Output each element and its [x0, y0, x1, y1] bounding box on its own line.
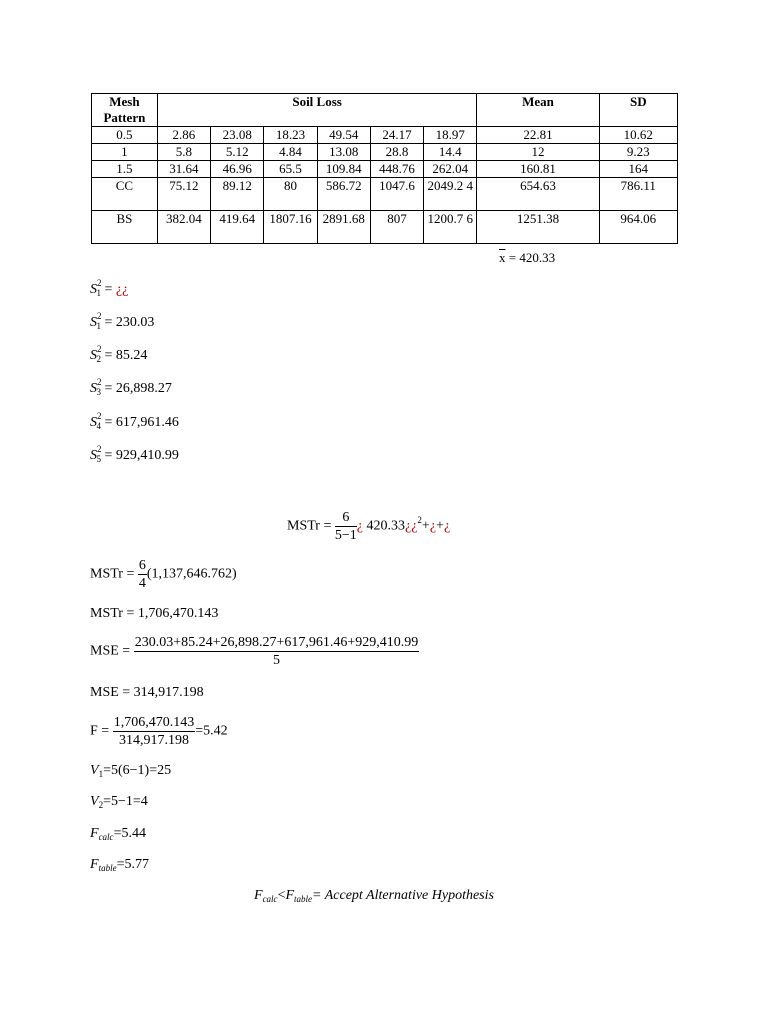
mse-result: MSE = 314,917.198	[90, 685, 204, 700]
subscript: 2	[96, 354, 101, 364]
variance-value: = 617,961.46	[101, 415, 179, 430]
f-result: =5.42	[195, 723, 228, 739]
f-symbol: F	[90, 826, 99, 841]
fraction-denominator: 314,917.198	[118, 733, 189, 748]
variance-line	[90, 444, 179, 464]
plus-sign: +	[421, 518, 430, 534]
mstr-result: MSTr = 1,706,470.143	[90, 606, 219, 621]
garbled-text: ¿¿	[115, 282, 129, 297]
conclusion-line	[254, 888, 494, 904]
f-label: F =	[90, 723, 113, 739]
garbled-text: ¿	[356, 518, 363, 534]
mse-formula	[90, 634, 419, 669]
mean-cell: 160.81	[477, 161, 599, 178]
mstr-step-fraction	[138, 557, 147, 592]
mse-fraction	[134, 634, 420, 669]
mesh-pattern-cell: 0.5	[92, 127, 158, 144]
soil-loss-cell: 24.17	[370, 127, 423, 144]
soil-loss-cell: 5.12	[211, 144, 264, 161]
v1-line: $V_1=5(6-1)=25$	[90, 763, 172, 779]
variance-value: = 230.03	[101, 315, 155, 330]
variance-line	[90, 311, 155, 331]
soil-loss-cell: 262.04	[424, 161, 477, 178]
fraction-numerator: 6	[138, 558, 146, 573]
header-soil-loss: Soil Loss	[157, 94, 477, 127]
f-symbol: F	[285, 888, 295, 903]
soil-loss-cell: 80	[264, 178, 317, 211]
x-bar-symbol: $\overline{x}$	[499, 250, 506, 265]
mean-cell: 22.81	[477, 127, 599, 144]
mstr-step-value: 1,137,646.762	[151, 566, 233, 582]
v1-text: =5	[103, 763, 118, 778]
sd-cell: 9.23	[599, 144, 677, 161]
header-sd: SD	[599, 94, 677, 127]
mesh-pattern-cell: 1	[92, 144, 158, 161]
garbled-text: ¿¿	[404, 518, 418, 534]
conclusion-text: = Accept Alternative Hypothesis	[312, 888, 494, 903]
soil-loss-cell: 13.08	[317, 144, 370, 161]
soil-loss-cell: 2.86	[157, 127, 210, 144]
mstr-label: MSTr =	[90, 566, 138, 582]
table-row	[92, 178, 678, 211]
subscript: table	[98, 863, 117, 873]
f-formula	[90, 714, 228, 749]
mesh-pattern-cell: BS	[92, 211, 158, 244]
soil-loss-cell: 18.97	[424, 127, 477, 144]
garbled-text: ¿	[429, 518, 437, 534]
variance-value: = 929,410.99	[101, 448, 179, 463]
v-symbol: V	[90, 794, 99, 809]
subscript: 5	[96, 454, 101, 464]
s-symbol: S	[90, 348, 97, 363]
square-exponent: 2	[97, 278, 102, 288]
soil-loss-cell: 2891.68	[317, 211, 370, 244]
f-symbol: F	[254, 888, 263, 903]
fraction-denominator: 4	[138, 576, 146, 591]
subscript: 3	[96, 387, 101, 397]
soil-loss-cell: 1047.6	[370, 178, 423, 211]
subscript: table	[294, 894, 313, 904]
soil-loss-cell: 382.04	[157, 211, 210, 244]
square-exponent: 2	[97, 411, 102, 421]
subscript: 4	[96, 421, 101, 431]
v2-line	[90, 794, 148, 810]
grand-mean-value: = 420.33	[505, 250, 556, 265]
header-mesh-pattern: Mesh Pattern	[92, 94, 158, 127]
soil-loss-cell: 2049.2 4	[424, 178, 477, 211]
soil-loss-cell: 419.64	[211, 211, 264, 244]
grand-mean	[499, 250, 555, 266]
soil-loss-cell: 5.8	[157, 144, 210, 161]
square-exponent: 2	[97, 311, 102, 321]
soil-loss-cell: 31.64	[157, 161, 210, 178]
soil-loss-cell: 109.84	[317, 161, 370, 178]
table-header-row	[92, 94, 678, 127]
f-fraction	[113, 714, 196, 749]
ftable-value: =5.77	[116, 857, 149, 872]
square-exponent: 2	[97, 444, 102, 454]
v1-result: =25	[149, 763, 172, 778]
header-mean: Mean	[477, 94, 599, 127]
variance-s1-formula: $S^2_1$ = ¿¿	[90, 278, 129, 298]
f-symbol: F	[90, 857, 99, 872]
soil-loss-table	[91, 93, 678, 244]
variance-line	[90, 344, 148, 364]
mean-cell: 1251.38	[477, 211, 599, 244]
s-symbol: S	[90, 315, 97, 330]
s-symbol: S	[90, 448, 97, 463]
v2-text: =5−1=4	[103, 794, 148, 809]
plus-sign: +	[436, 518, 444, 534]
mesh-pattern-cell: CC	[92, 178, 158, 211]
soil-loss-cell: 1200.7 6	[424, 211, 477, 244]
subscript: 1	[96, 321, 101, 331]
mean-cell: 654.63	[477, 178, 599, 211]
subscript: calc	[262, 894, 278, 904]
soil-loss-cell: 49.54	[317, 127, 370, 144]
fcalc-value: =5.44	[113, 826, 146, 841]
s-symbol: S	[90, 381, 97, 396]
soil-loss-cell: 18.23	[264, 127, 317, 144]
mstr-label: MSTr =	[287, 518, 335, 534]
table-body	[92, 127, 678, 244]
soil-loss-cell: 14.4	[424, 144, 477, 161]
fcalc-line	[90, 826, 146, 842]
mstr-formula	[287, 509, 450, 544]
subscript: calc	[98, 832, 114, 842]
table-row	[92, 161, 678, 178]
soil-loss-cell: 4.84	[264, 144, 317, 161]
ftable-line	[90, 857, 149, 873]
sd-cell: 164	[599, 161, 677, 178]
fraction-numerator: 6	[335, 509, 357, 527]
table-row	[92, 211, 678, 244]
soil-loss-cell: 89.12	[211, 178, 264, 211]
less-than-sign: <	[277, 888, 286, 903]
soil-loss-cell: 586.72	[317, 178, 370, 211]
soil-loss-cell: 75.12	[157, 178, 210, 211]
soil-loss-cell: 807	[370, 211, 423, 244]
soil-loss-cell: 65.5	[264, 161, 317, 178]
table-row	[92, 127, 678, 144]
sd-cell: 786.11	[599, 178, 677, 211]
mse-label: MSE =	[90, 643, 134, 659]
fraction-numerator: 1,706,470.143	[113, 715, 195, 730]
square-exponent: 2	[97, 344, 102, 354]
garbled-text: ¿	[443, 518, 451, 534]
v-symbol: V	[90, 763, 99, 778]
fraction-denominator: 5−1	[334, 528, 357, 543]
square-exponent: 2	[417, 514, 422, 525]
mstr-step: MSTr = $\frac{6}{4}$ (1,137,646.762)	[90, 558, 237, 591]
table-row	[92, 144, 678, 161]
s-symbol: S	[90, 282, 97, 297]
soil-loss-cell: 448.76	[370, 161, 423, 178]
mesh-pattern-cell: 1.5	[92, 161, 158, 178]
sd-cell: 964.06	[599, 211, 677, 244]
mean-cell: 12	[477, 144, 599, 161]
square-exponent: 2	[97, 377, 102, 387]
soil-loss-cell: 46.96	[211, 161, 264, 178]
v1-inner: 6−1	[122, 763, 145, 778]
fraction-denominator: 5	[272, 653, 280, 668]
mstr-mean-value: 420.33	[362, 518, 405, 534]
subscript: 1	[96, 288, 101, 298]
sd-cell: 10.62	[599, 127, 677, 144]
soil-loss-cell: 23.08	[211, 127, 264, 144]
variance-value: = 85.24	[101, 348, 148, 363]
soil-loss-cell: 1807.16	[264, 211, 317, 244]
subscript: 1	[98, 769, 104, 779]
s-symbol: S	[90, 415, 97, 430]
soil-loss-cell: 28.8	[370, 144, 423, 161]
variance-line	[90, 377, 172, 397]
fraction-numerator: 230.03+85.24+26,898.27+617,961.46+929,410.99	[134, 635, 419, 650]
variance-value: = 26,898.27	[101, 381, 172, 396]
mstr-fraction	[335, 509, 357, 544]
variance-line	[90, 411, 179, 431]
subscript: 2	[98, 800, 104, 810]
